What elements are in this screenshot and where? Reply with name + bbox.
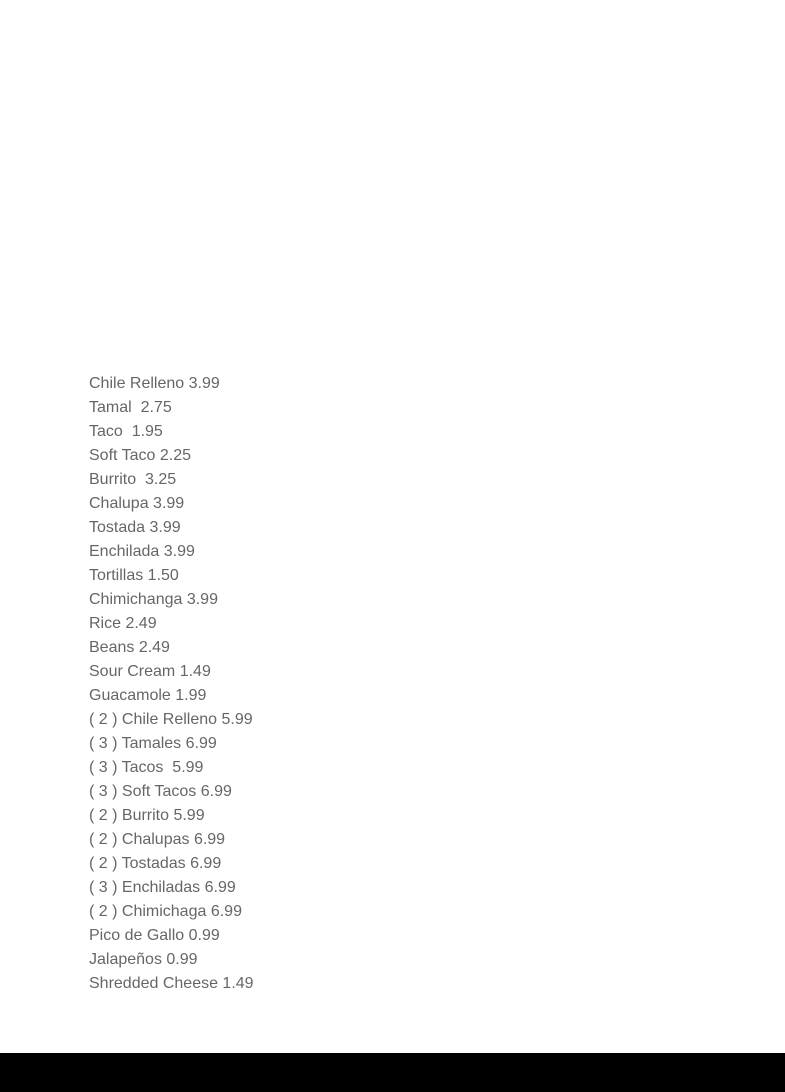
menu-item: Chile Relleno 3.99 <box>89 375 220 392</box>
menu-item: Guacamole 1.99 <box>89 687 207 704</box>
menu-item: ( 2 ) Chalupas 6.99 <box>89 831 226 848</box>
menu-item: Chimichanga 3.99 <box>89 591 218 608</box>
menu-item: Burrito 3.25 <box>89 471 177 488</box>
menu-item: Chalupa 3.99 <box>89 495 185 512</box>
menu-item: ( 3 ) Enchiladas 6.99 <box>89 879 236 896</box>
menu-item: ( 2 ) Burrito 5.99 <box>89 807 205 824</box>
menu-item: ( 2 ) Chile Relleno 5.99 <box>89 711 253 728</box>
menu-item: ( 3 ) Tamales 6.99 <box>89 735 217 752</box>
menu-item: Tortillas 1.50 <box>89 567 179 584</box>
menu-item: Soft Taco 2.25 <box>89 447 191 464</box>
menu-item: ( 3 ) Soft Tacos 6.99 <box>89 783 232 800</box>
menu-item: Tostada 3.99 <box>89 519 181 536</box>
menu-item: Rice 2.49 <box>89 615 157 632</box>
menu-item: Beans 2.49 <box>89 639 170 656</box>
menu-item: ( 3 ) Tacos 5.99 <box>89 759 204 776</box>
menu-item: Jalapeños 0.99 <box>89 951 198 968</box>
menu-item: Tamal 2.75 <box>89 399 172 416</box>
menu-list <box>89 372 254 996</box>
footer-bar <box>0 1053 785 1092</box>
menu-item: ( 2 ) Chimichaga 6.99 <box>89 903 242 920</box>
menu-item: Shredded Cheese 1.49 <box>89 975 254 992</box>
menu-item: Taco 1.95 <box>89 423 163 440</box>
menu-item: Enchilada 3.99 <box>89 543 195 560</box>
menu-item: ( 2 ) Tostadas 6.99 <box>89 855 222 872</box>
menu-item: Pico de Gallo 0.99 <box>89 927 220 944</box>
menu-item: Sour Cream 1.49 <box>89 663 211 680</box>
